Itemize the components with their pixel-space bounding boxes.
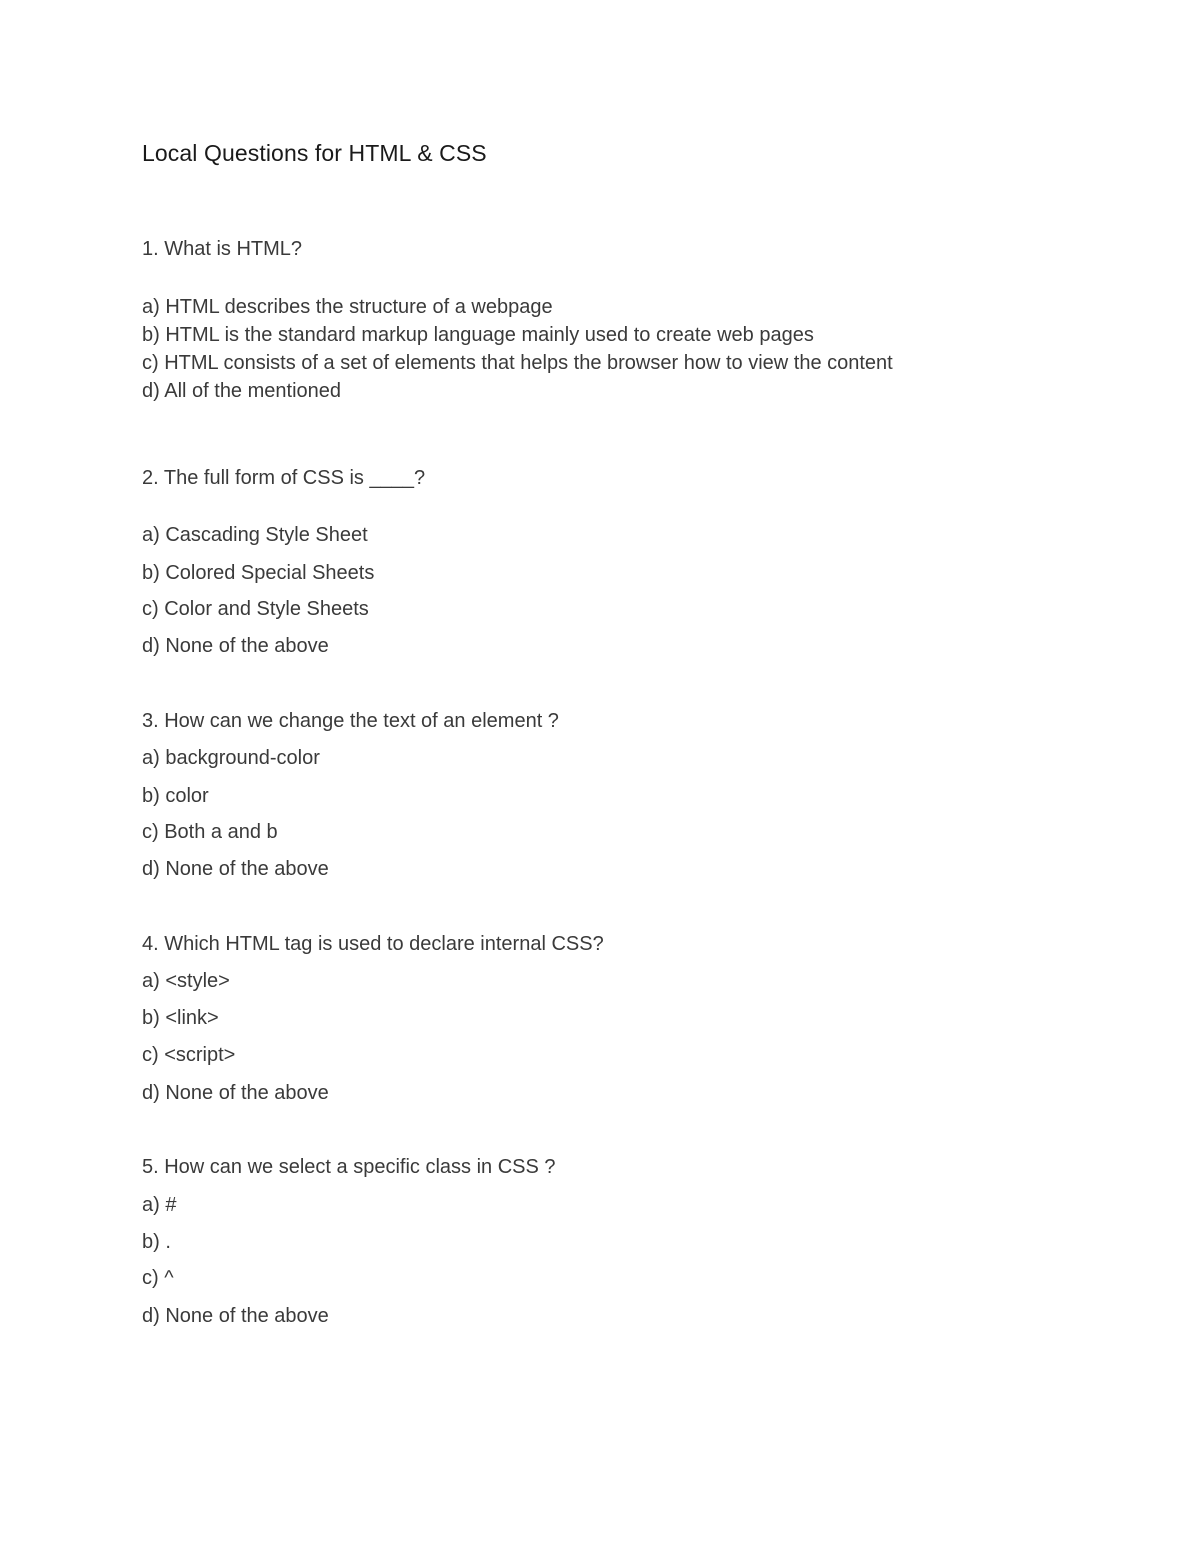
document-title: Local Questions for HTML & CSS [142, 140, 487, 166]
question-1-option-a: a) HTML describes the structure of a webpage [142, 296, 553, 318]
question-3-option-d: d) None of the above [142, 858, 329, 880]
question-2: 2. The full form of CSS is ____? [142, 467, 426, 489]
question-4-option-d: d) None of the above [142, 1082, 329, 1104]
question-5-option-c: c) ^ [142, 1267, 174, 1289]
question-1: 1. What is HTML? [142, 238, 303, 260]
question-1-option-d: d) All of the mentioned [142, 380, 342, 402]
question-3-option-a: a) background-color [142, 747, 320, 769]
question-5-option-a: a) # [142, 1194, 177, 1216]
question-4-option-b: b) <link> [142, 1007, 219, 1029]
question-2-option-b: b) Colored Special Sheets [142, 562, 375, 584]
question-4: 4. Which HTML tag is used to declare internal CSS? [142, 933, 604, 955]
question-1-option-b: b) HTML is the standard markup language mainly used to create web pages [142, 324, 814, 346]
question-4-option-a: a) <style> [142, 970, 230, 992]
question-5-option-b: b) . [142, 1231, 171, 1253]
question-3-option-b: b) color [142, 785, 209, 807]
question-3-option-c: c) Both a and b [142, 821, 278, 843]
question-2-option-d: d) None of the above [142, 635, 329, 657]
question-5: 5. How can we select a specific class in CSS ? [142, 1156, 556, 1178]
question-5-option-d: d) None of the above [142, 1305, 329, 1327]
question-3: 3. How can we change the text of an element ? [142, 710, 559, 732]
question-4-option-c: c) <script> [142, 1044, 236, 1066]
question-2-option-a: a) Cascading Style Sheet [142, 524, 368, 546]
question-1-option-c: c) HTML consists of a set of elements that helps the browser how to view the content [142, 352, 893, 374]
question-2-option-c: c) Color and Style Sheets [142, 598, 369, 620]
